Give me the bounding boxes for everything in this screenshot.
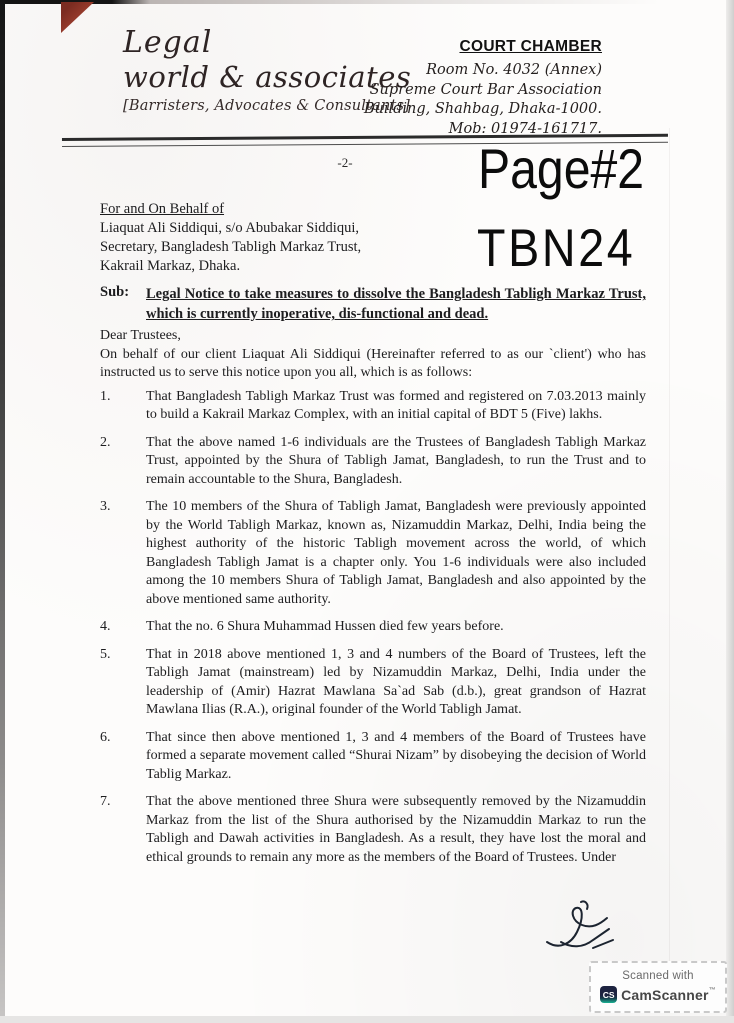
- folded-corner: [61, 2, 94, 33]
- clause-text: That Bangladesh Tabligh Markaz Trust was formed and registered on 7.03.2013 mainly to build a Kakrail Markaz Complex, with an initial capital of BDT 5 (Five) lakhs.: [146, 388, 646, 422]
- chamber-address-line: Building, Shahbag, Dhaka-1000.: [363, 101, 602, 117]
- scan-edge-left: [0, 0, 5, 1023]
- clause-text: That the above named 1-6 individuals are the Trustees of Bangladesh Tabligh Markaz Trust, appointed by the Shura of Tabligh Jamat, Bangladesh, to run the Trust and to remain accountable to the Shura, Bangladesh.: [146, 434, 646, 487]
- clause-7: [100, 793, 646, 867]
- subject-label: Sub:: [100, 284, 130, 300]
- overlay-page-label: Page#2: [478, 137, 645, 200]
- court-chamber-address: [364, 38, 602, 139]
- camscanner-brand-text: [621, 987, 716, 1003]
- clause-1: [100, 388, 646, 425]
- clause-4: [100, 618, 646, 637]
- clause-number: 4.: [100, 619, 111, 634]
- camscanner-logo-icon: CS: [600, 986, 617, 1003]
- clause-3: [100, 498, 646, 609]
- brand-word: CamScanner: [621, 986, 709, 1003]
- camscanner-badge: [589, 961, 727, 1013]
- clause-number: 1.: [100, 388, 111, 404]
- intro-paragraph: On behalf of our client Liaquat Ali Siddiqui (Hereinafter referred to as our `client') who has instructed us to serve this notice upon you all, which is as follows:: [100, 346, 646, 380]
- clause-number: 2.: [100, 434, 111, 450]
- clause-number: 5.: [100, 646, 111, 662]
- clause-5: [100, 646, 646, 720]
- clause-6: [100, 729, 646, 785]
- overlay-station-label: TBN24: [477, 219, 636, 278]
- recipient-line: Kakrail Markaz, Dhaka.: [100, 258, 241, 274]
- clause-text: That since then above mentioned 1, 3 and 4 members of the Board of Trustees have formed a separate movement called “Shurai Nizam” by disobeying the decision of World Tablig Markaz.: [146, 729, 646, 782]
- trademark-mark: ™: [708, 986, 716, 994]
- firm-name-line2: world & associates: [123, 60, 412, 94]
- clause-text: That the no. 6 Shura Muhammad Hussen died few years before.: [146, 619, 504, 634]
- clause-number: 3.: [100, 499, 111, 514]
- salutation: Dear Trustees,: [100, 328, 181, 343]
- clause-text: That the above mentioned three Shura were subsequently removed by the Nizamuddin Markaz from the list of the Shura authorised by the Nizamuddin Markaz to run the Tabligh and Dawah activities in Bangladesh. As a result, they have lost the moral and ethical grounds to remain any more as the members of the Board of Trustees. Under: [146, 794, 646, 865]
- court-chamber-title: COURT CHAMBER: [459, 38, 602, 55]
- subject-block: [100, 284, 646, 324]
- scan-edge-top: [0, 0, 734, 4]
- firm-subtitle: [Barristers, Advocates & Consultants]: [123, 98, 411, 114]
- chamber-address-line: Supreme Court Bar Association: [369, 81, 602, 98]
- firm-name-line1: Legal: [123, 25, 213, 60]
- scan-edge-right: [726, 0, 734, 1023]
- recipient-heading: For and On Behalf of: [100, 201, 225, 217]
- recipient-line: Liaquat Ali Siddiqui, s/o Abubakar Siddiqui,: [100, 220, 359, 236]
- subject-text: Legal Notice to take measures to dissolve the Bangladesh Tabligh Markaz Trust, which is currently inoperative, dis-functional and dead.: [146, 286, 646, 322]
- clause-text: That in 2018 above mentioned 1, 3 and 4 numbers of the Board of Trustees, left the Tabligh Jamat (mainstream) led by Nizamuddin Markaz, Delhi, India under the leadership of (Amir) Hazrat Mawlana Sa`ad Sab (d.b.), great grandson of Hazrat Mawlana Ilias (R.A.), original founder of the World Tabligh Jamat.: [146, 646, 646, 717]
- chamber-phone-line: Mob: 01974-161717.: [448, 120, 602, 137]
- recipient-line: Secretary, Bangladesh Tabligh Markaz Trust,: [100, 239, 362, 255]
- signature-scribble: [537, 896, 633, 964]
- page-number: -2-: [337, 155, 353, 170]
- chamber-address-line: Room No. 4032 (Annex): [426, 62, 602, 78]
- letter-body: [100, 327, 646, 876]
- scan-edge-bottom: [0, 1016, 734, 1023]
- clause-number: 6.: [100, 729, 111, 745]
- recipient-block: [100, 200, 361, 276]
- paper-crease-line: [669, 128, 670, 1008]
- scanned-with-label: Scanned with: [622, 970, 694, 982]
- clause-number: 7.: [100, 794, 111, 809]
- clause-text: The 10 members of the Shura of Tabligh Jamat, Bangladesh were previously appointed by the World Tabligh Markaz, known as, Nizamuddin Markaz, Delhi, India being the highest authority of the historic Tabligh movement across the world, of which Bangladesh Tabligh Jamat is a chapter only. You 1-6 individuals were also included among the 10 members Shura of Tabligh Jamat, Bangladesh and also appointed by the above mentioned same authority.: [146, 499, 646, 607]
- clause-2: [100, 434, 646, 490]
